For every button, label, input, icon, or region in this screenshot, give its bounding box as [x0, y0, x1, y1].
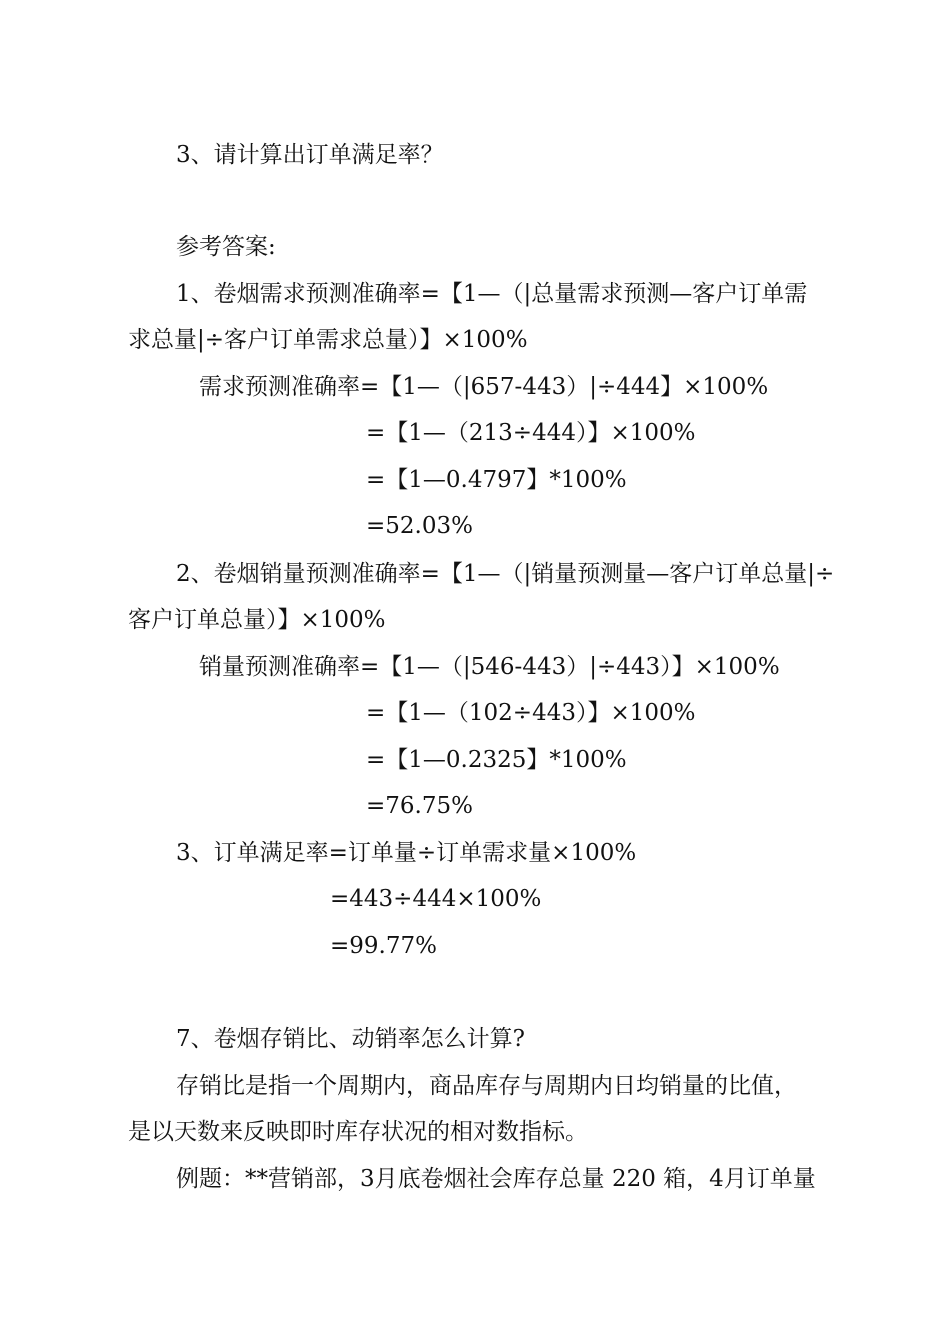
answer-1-formula-line-1: 1、卷烟需求预测准确率=【1—（|总量需求预测—客户订单需	[176, 281, 808, 307]
question-7-example: 例题：**营销部，3月底卷烟社会库存总量 220 箱，4月订单量	[176, 1166, 816, 1192]
answer-3-formula: 3、订单满足率=订单量÷订单需求量×100%	[176, 840, 637, 866]
answer-2-calc-3: =【1—0.2325】*100%	[366, 747, 627, 773]
answer-2-formula-line-2: 客户订单总量）】×100%	[128, 607, 386, 633]
answer-1-calc-1: 需求预测准确率=【1—（|657-443）|÷444】×100%	[199, 374, 769, 400]
question-7-title: 7、卷烟存销比、动销率怎么计算?	[176, 1026, 525, 1052]
answer-2-calc-1: 销量预测准确率=【1—（|546-443）|÷443）】×100%	[199, 654, 780, 680]
answer-2-result: =76.75%	[366, 793, 473, 819]
question-3: 3、请计算出订单满足率？	[176, 142, 444, 168]
question-7-paragraph-line-2: 是以天数来反映即时库存状况的相对数指标。	[128, 1119, 588, 1145]
answer-1-result: =52.03%	[366, 513, 473, 539]
answer-1-formula-line-2: 求总量|÷客户订单需求总量）】×100%	[128, 327, 528, 353]
answer-2-calc-2: =【1—（102÷443）】×100%	[366, 700, 696, 726]
answer-1-calc-2: =【1—（213÷444）】×100%	[366, 420, 696, 446]
answer-1-calc-3: =【1—0.4797】*100%	[366, 467, 627, 493]
question-7-paragraph-line-1: 存销比是指一个周期内，商品库存与周期内日均销量的比值，	[176, 1073, 797, 1099]
answer-3-result: =99.77%	[330, 933, 437, 959]
answer-2-formula-line-1: 2、卷烟销量预测准确率=【1—（|销量预测量—客户订单总量|÷	[176, 561, 835, 587]
answer-3-calc: =443÷444×100%	[330, 886, 542, 912]
answer-heading: 参考答案:	[176, 234, 276, 260]
